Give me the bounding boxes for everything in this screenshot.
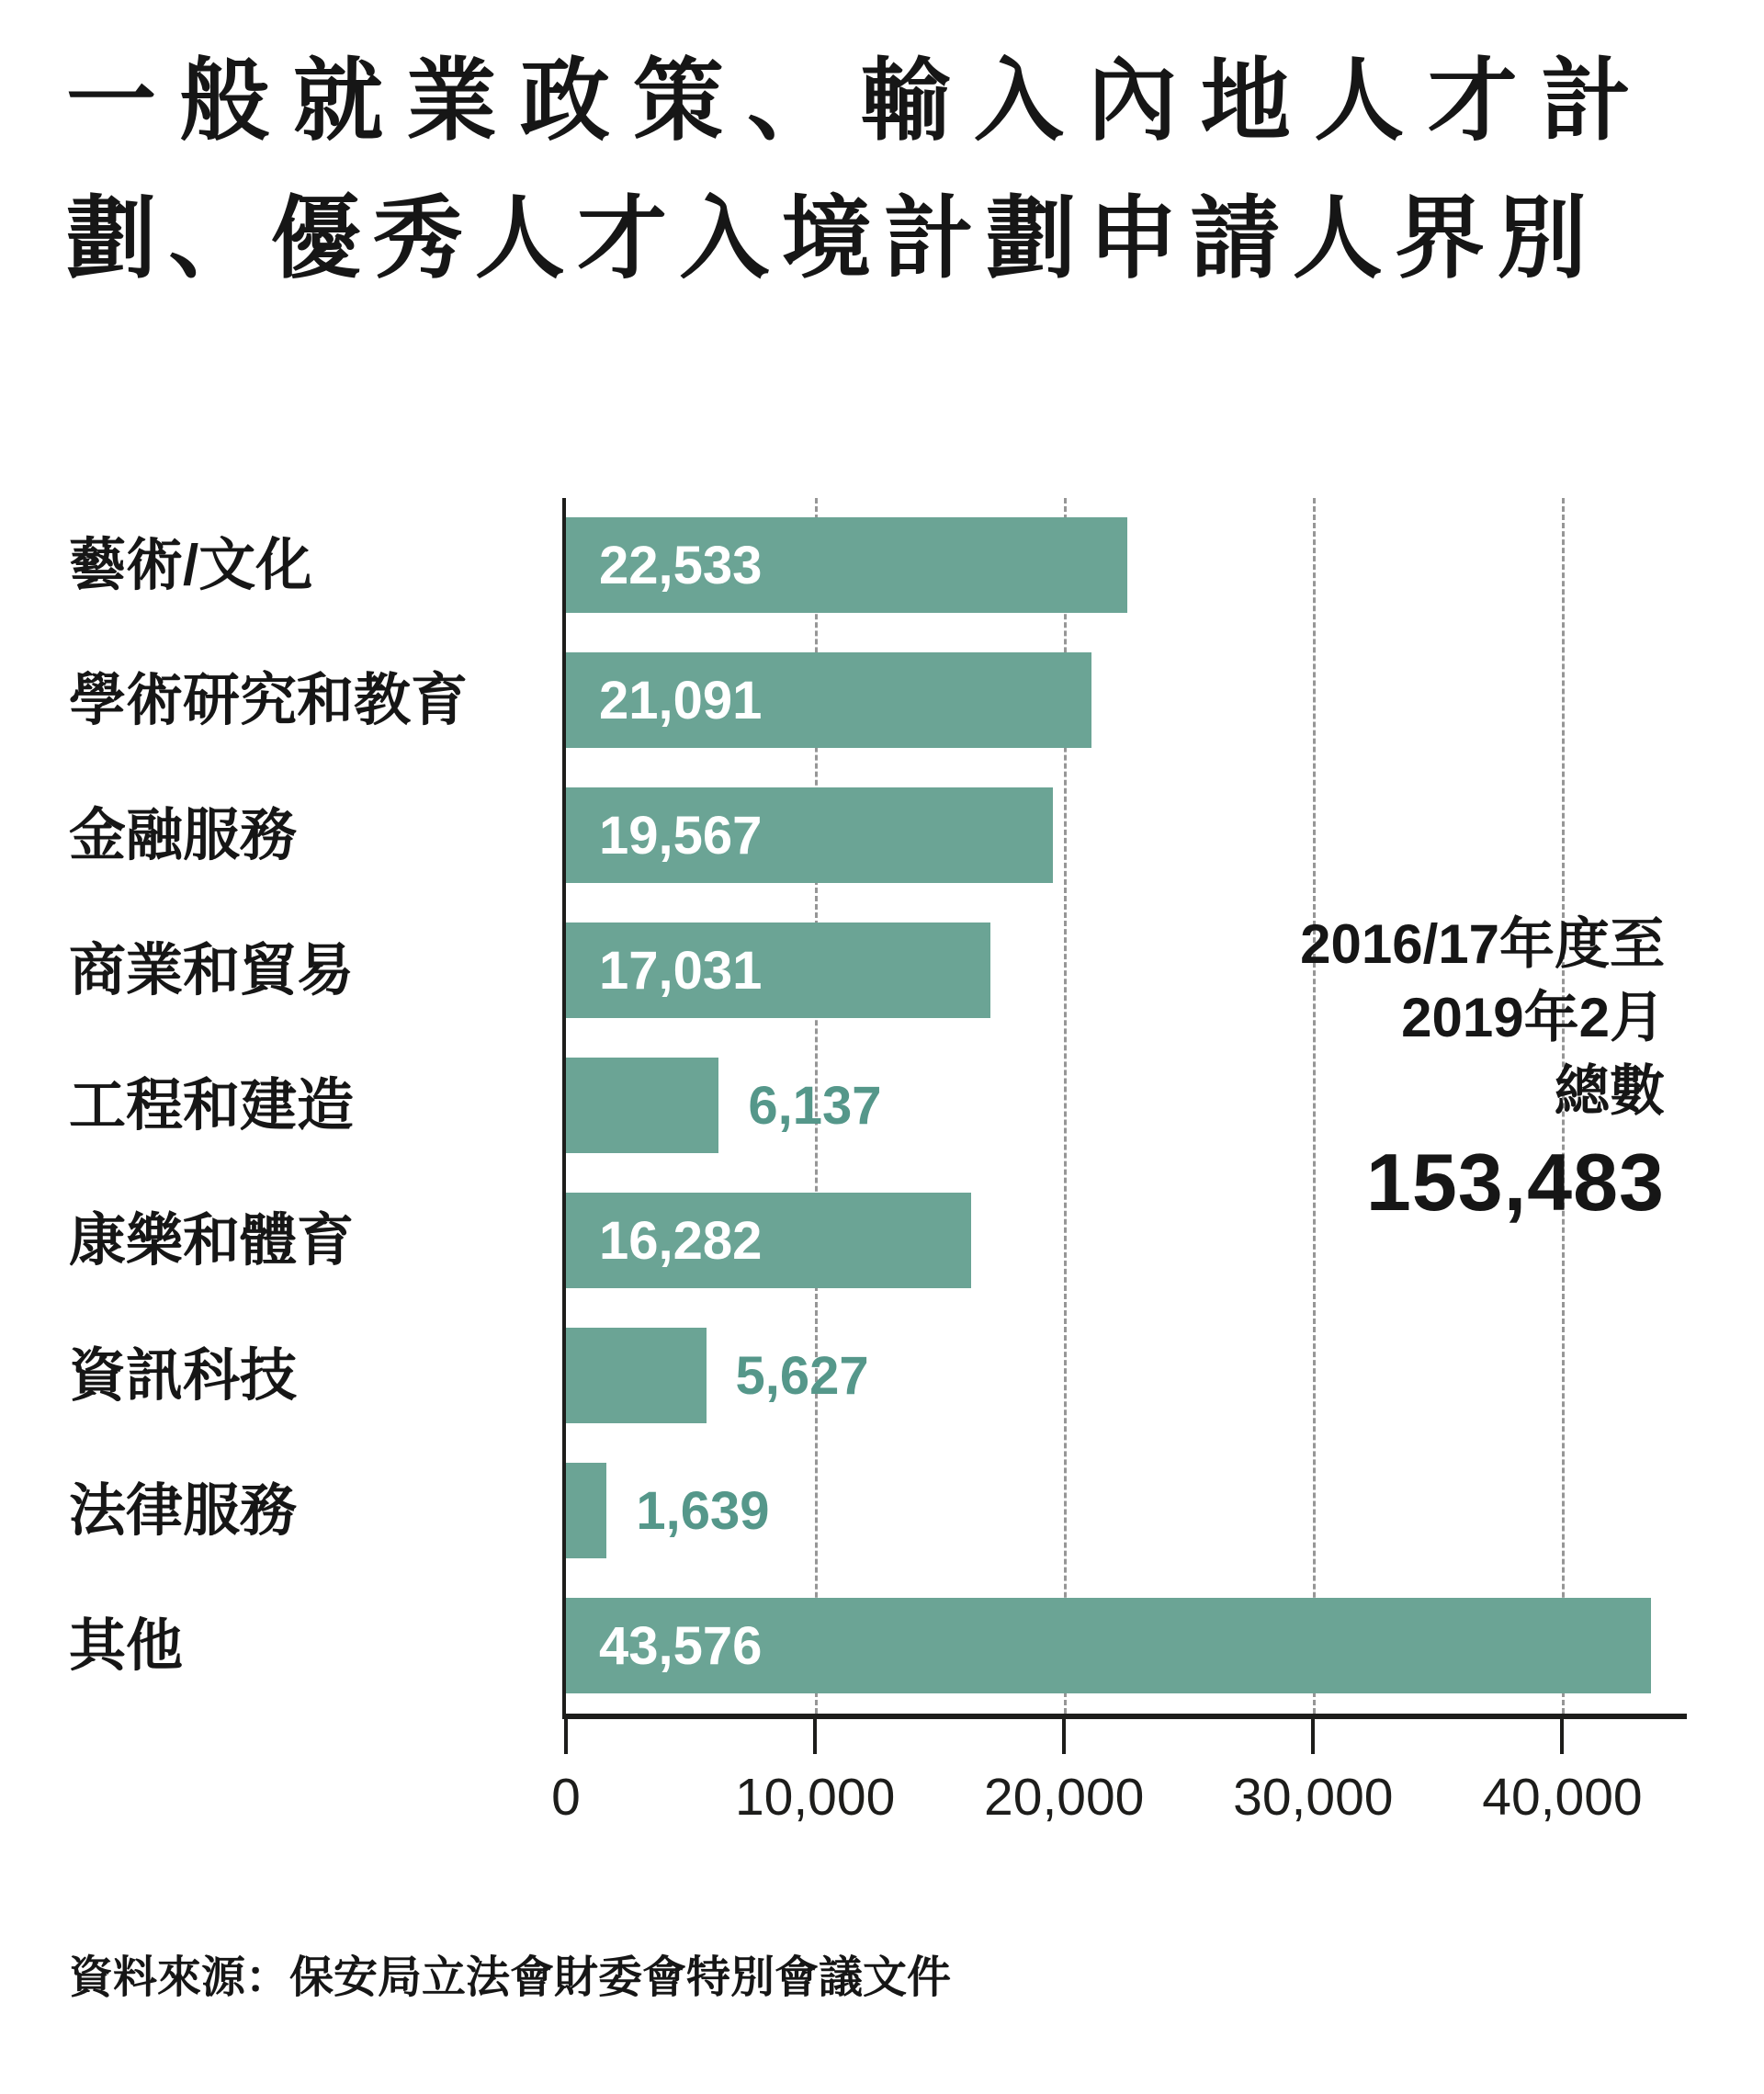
bar-value: 5,627 — [735, 1346, 869, 1406]
x-axis-tick — [813, 1719, 817, 1754]
x-axis-tick-label: 0 — [551, 1768, 581, 1827]
bar-chart — [69, 498, 1687, 1827]
infographic-page — [0, 31, 1764, 2094]
bar-row — [566, 1443, 1687, 1579]
bar-row — [566, 768, 1687, 903]
x-axis-tick-label: 40,000 — [1482, 1768, 1643, 1827]
x-axis-tick-label: 20,000 — [984, 1768, 1145, 1827]
bar-value: 6,137 — [748, 1076, 882, 1136]
category-label: 藝術/文化 — [69, 534, 313, 597]
bar-value: 19,567 — [599, 806, 763, 866]
category-label: 康樂和體育 — [69, 1209, 355, 1273]
bar-value: 1,639 — [636, 1481, 770, 1541]
y-axis-labels — [69, 498, 562, 1719]
category-label: 商業和貿易 — [69, 939, 355, 1002]
annotation-total-value: 153,483 — [1365, 1137, 1665, 1228]
bar — [566, 1463, 606, 1558]
bar-value: 21,091 — [599, 671, 763, 730]
bar — [566, 1328, 707, 1423]
x-axis-tick — [564, 1719, 568, 1754]
x-axis-tick — [1311, 1719, 1315, 1754]
bar-row — [566, 633, 1687, 768]
category-label: 資訊科技 — [69, 1344, 298, 1408]
x-axis-tick — [1062, 1719, 1066, 1754]
bar-row — [566, 1308, 1687, 1443]
x-axis-tick — [1560, 1719, 1564, 1754]
bar-value: 16,282 — [599, 1211, 763, 1271]
category-label: 其他 — [69, 1614, 184, 1678]
annotation-period-line-1: 2016/17年度至 — [1300, 913, 1665, 975]
category-label: 法律服務 — [69, 1479, 298, 1543]
category-label: 金融服務 — [69, 804, 298, 867]
annotation-period-line-2: 2019年2月 — [1401, 987, 1665, 1048]
category-label: 學術研究和教育 — [69, 669, 469, 732]
bar-row — [566, 1579, 1687, 1714]
source-note: 資料來源：保安局立法會財委會特別會議文件 — [69, 1953, 952, 2002]
bar-row — [566, 498, 1687, 633]
annotation-total-label: 總數 — [1555, 1060, 1665, 1122]
plot-area — [551, 498, 1687, 1827]
bar-value: 22,533 — [599, 536, 763, 595]
total-annotation — [1300, 908, 1665, 1237]
chart-title-line-1: 一般就業政策、輸入內地人才計 — [66, 50, 1655, 151]
bar — [566, 1058, 718, 1153]
bar-value: 43,576 — [599, 1616, 763, 1676]
chart-title — [66, 31, 1718, 307]
category-label: 工程和建造 — [69, 1074, 355, 1138]
chart-title-line-2: 劃、優秀人才入境計劃申請人界別 — [66, 187, 1600, 289]
x-axis-tick-label: 30,000 — [1233, 1768, 1394, 1827]
bar-value: 17,031 — [599, 941, 763, 1001]
x-axis-tick-label: 10,000 — [734, 1768, 896, 1827]
